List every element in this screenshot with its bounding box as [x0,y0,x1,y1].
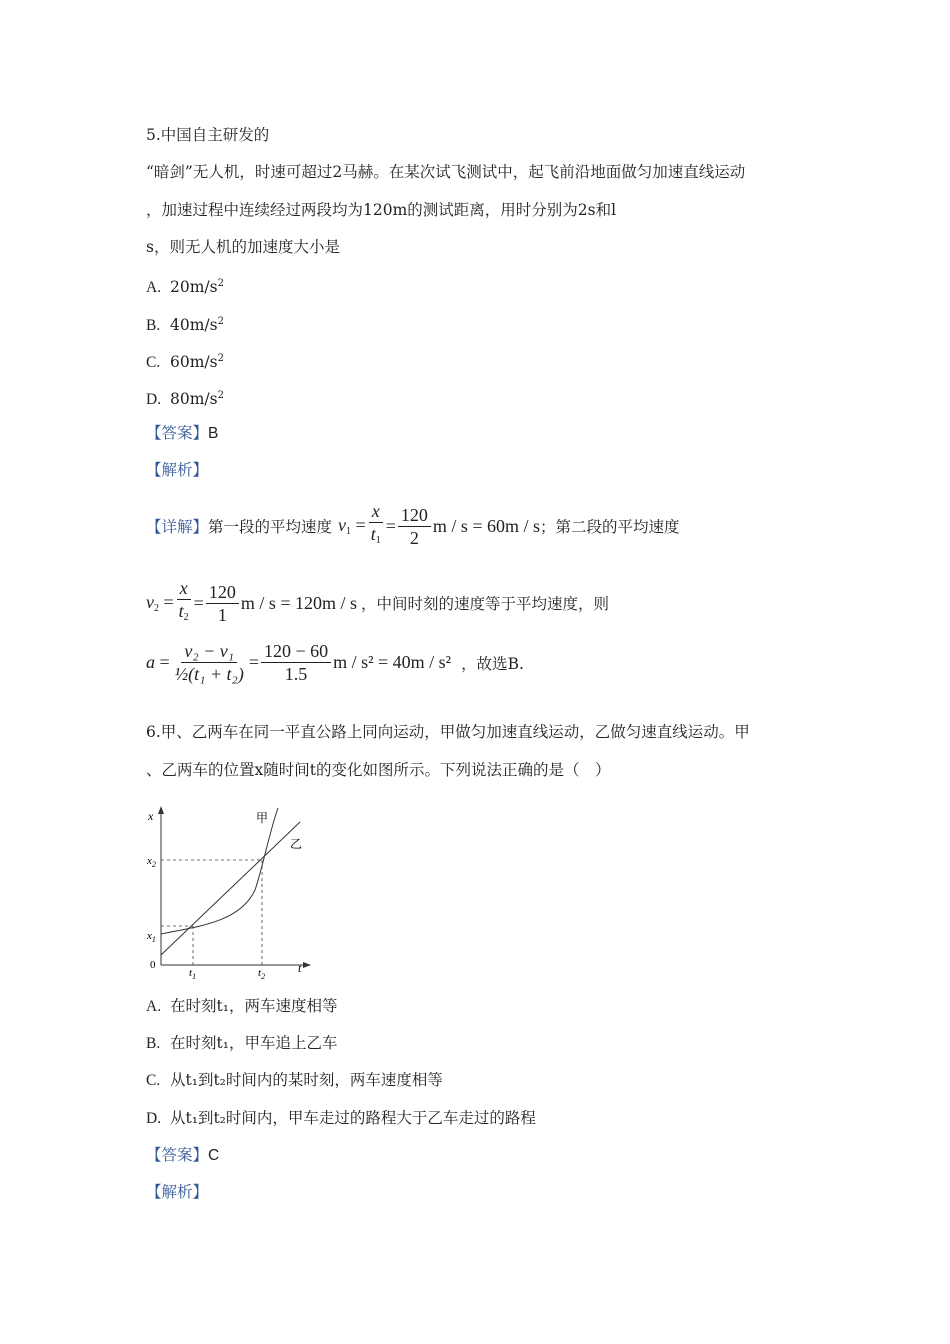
y-axis-label: x [148,809,154,823]
q5-option-c: C. $60m/s^2$ [146,353,224,371]
q5-line-2: “暗剑”无人机，时速可超过2马赫。在某次试飞测试中，起飞前沿地面做匀加速直线运动 [146,163,746,181]
x1-label: $x_1$ [147,930,156,944]
q6-option-a: A. 在时刻t₁，两车速度相等 [146,997,338,1015]
q5-answer: 【答案】B [146,424,219,442]
q5-detail-eq1: 【详解】 第一段的平均速度 $v_1$ = $\frac{x}{t_1}$ = $\frac{120}{2}$ m / s = 60m / s ；第二段的平均速度 [146,501,680,548]
q5-analysis-label: 【解析】 [146,461,209,479]
y-axis-arrow [158,806,164,814]
curve-jia [161,808,278,934]
q5-line-3: ，加速过程中连续经过两段均为120m的测试距离，用时分别为2s和l [146,201,617,219]
q5-option-d: D. $80m/s^2$ [146,390,224,408]
q5-detail-eq3: a = $\frac{\text{v₂ − v₁}}{\text{½(t₁ + t₂)}}$ = $\frac{120 - 60}{1.5}$ m / s² = 40m / s² ，故选B. [146,641,524,684]
q6-option-b: B. 在时刻t₁，甲车追上乙车 [146,1034,338,1052]
q5-line-1: 5.中国自主研发的 [146,126,270,144]
x-axis-arrow [303,962,311,968]
q6-line-2: 、乙两车的位置x随时间t的变化如图所示。下列说法正确的是（ ） [146,761,611,779]
q5-option-b: B. $40m/s^2$ [146,316,224,334]
t2-label: $t_2$ [258,967,266,980]
q6-line-1: 6.甲、乙两车在同一平直公路上同向运动，甲做匀加速直线运动，乙做匀速直线运动。甲 [146,723,750,741]
x2-label: $x_2$ [147,855,156,869]
q5-option-a: A. $20m/s^2$ [146,278,224,296]
origin-label: 0 [150,959,156,971]
q6-position-time-graph [140,800,320,980]
q6-option-c: C. 从t₁到t₂时间内的某时刻，两车速度相等 [146,1071,443,1089]
q6-analysis-label: 【解析】 [146,1183,209,1201]
x-axis-label: t [298,961,302,975]
line-yi-label: 乙 [290,837,303,851]
t1-label: $t_1$ [189,967,197,980]
q5-detail-eq2: $v_2$ = $\frac{x}{t_2}$ = $\frac{120}{1}$ m / s = 120m / s ，中间时刻的速度等于平均速度，则 [146,578,610,625]
line-yi [161,822,303,955]
q6-answer: 【答案】C [146,1146,220,1164]
q5-line-4: s，则无人机的加速度大小是 [146,238,340,256]
q6-option-d: D. 从t₁到t₂时间内，甲车走过的路程大于乙车走过的路程 [146,1109,536,1127]
curve-jia-label: 甲 [256,811,269,825]
